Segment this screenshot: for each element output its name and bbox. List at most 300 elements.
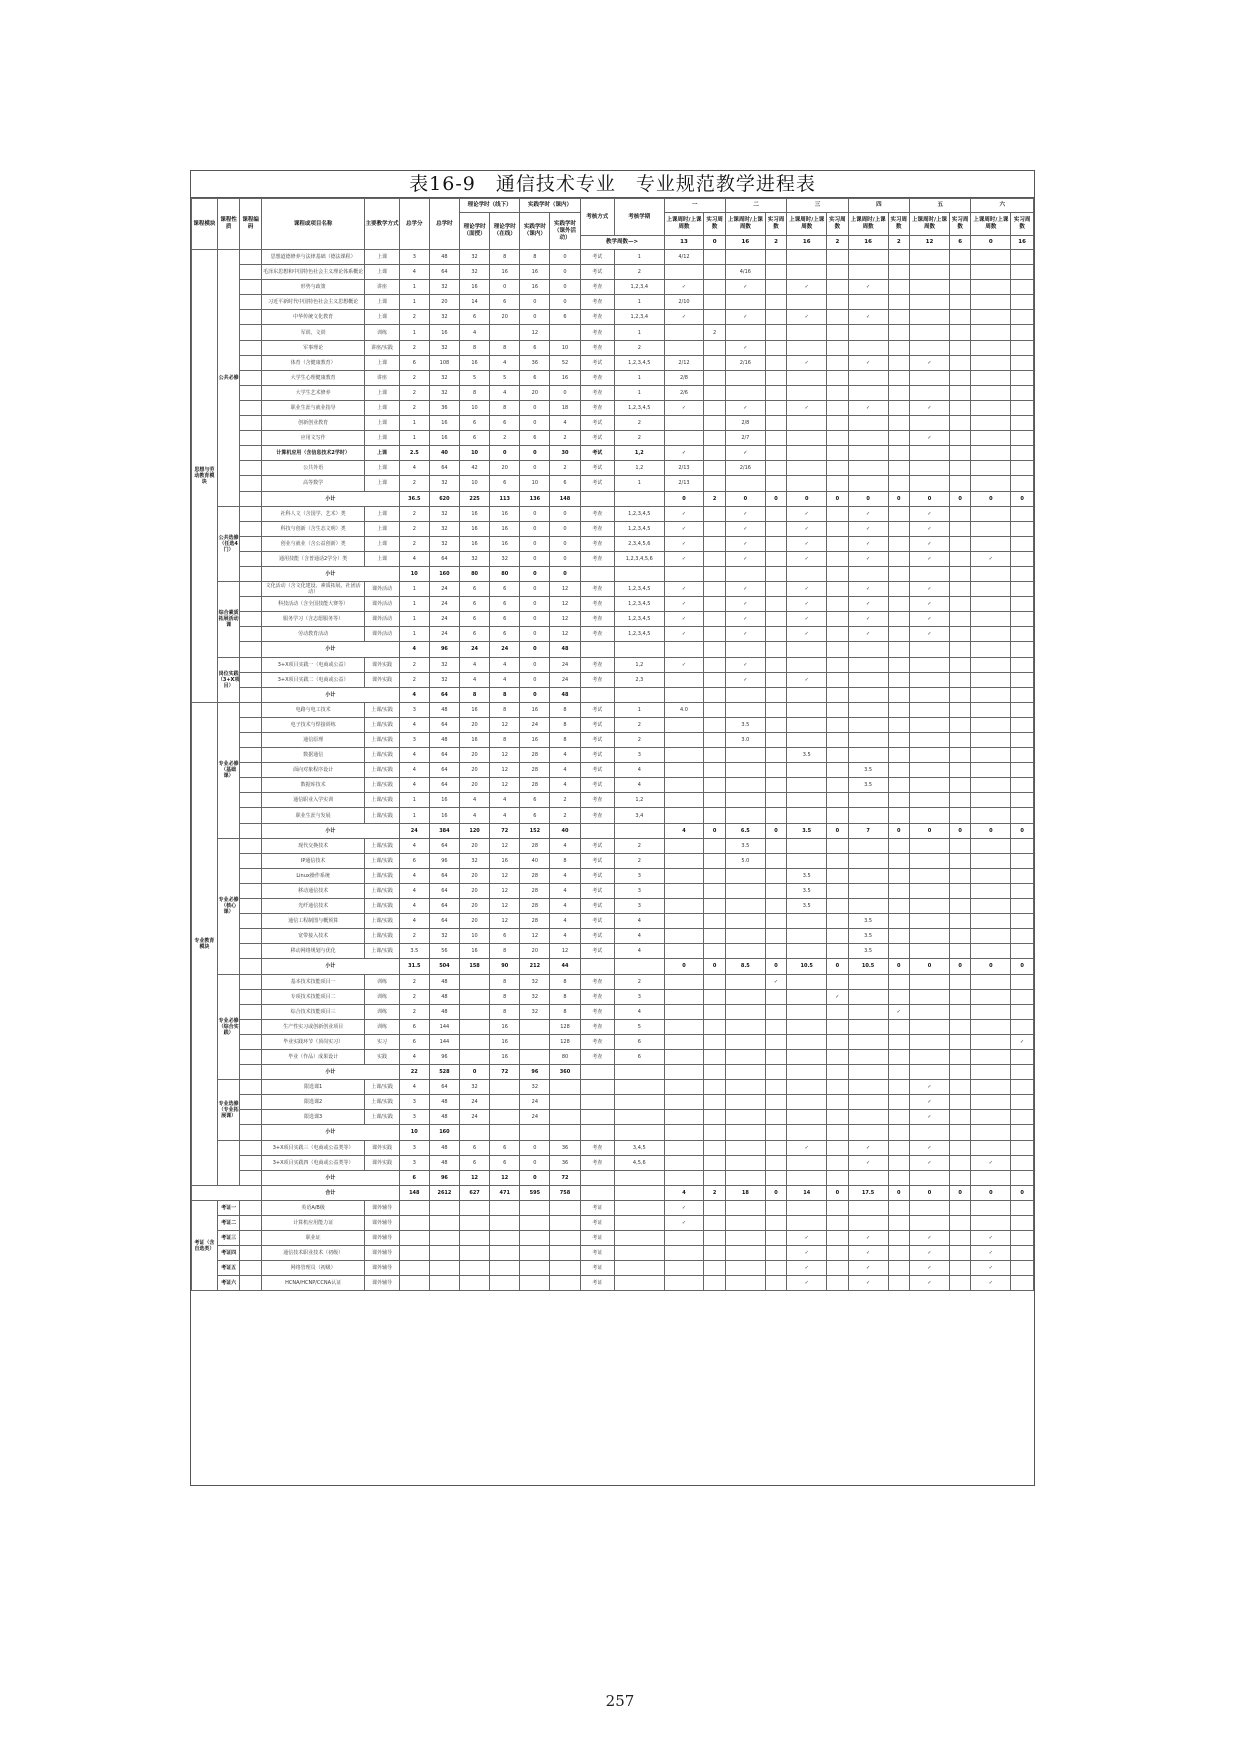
- course-credits: 4: [399, 1080, 429, 1095]
- course-name: IP通信技术: [261, 853, 364, 868]
- semester-cell: [787, 838, 827, 853]
- semester-cell: [704, 672, 726, 687]
- semester-cell: [949, 672, 971, 687]
- course-theory-online: 6: [490, 1155, 520, 1170]
- semester-cell: [664, 763, 704, 778]
- course-practice-in: 12: [520, 929, 550, 944]
- course-exam: [580, 1080, 614, 1095]
- semester-cell: [910, 853, 950, 868]
- semester-cell: [787, 385, 827, 400]
- course-row: [192, 582, 1034, 597]
- subtotal-practice-out: 40: [550, 823, 580, 838]
- semester-cell: 5.0: [725, 853, 765, 868]
- course-theory-online: 4: [490, 385, 520, 400]
- semester-cell: [949, 325, 971, 340]
- empty-cell: [399, 1246, 429, 1261]
- course-theory-offline: 20: [460, 914, 490, 929]
- semester-cell: [1011, 868, 1034, 883]
- semester-cell: [971, 868, 1011, 883]
- semester-cell: [704, 1110, 726, 1125]
- semester-cell: [827, 566, 849, 581]
- course-practice-out: [550, 1095, 580, 1110]
- semester-cell: [1011, 265, 1034, 280]
- course-theory-offline: 20: [460, 763, 490, 778]
- course-code: [240, 250, 262, 265]
- semester-cell: [949, 808, 971, 823]
- semester-cell: [704, 1004, 726, 1019]
- course-term: 3: [615, 899, 665, 914]
- course-code: [240, 929, 262, 944]
- subtotal-row: [192, 491, 1034, 506]
- subtotal-hours: 96: [429, 1170, 459, 1185]
- semester-cell: 0: [971, 959, 1011, 974]
- course-method: 课外实践: [365, 1155, 399, 1170]
- course-credits: 1: [399, 597, 429, 612]
- course-code: [240, 385, 262, 400]
- course-theory-offline: 6: [460, 310, 490, 325]
- semester-cell: [827, 1170, 849, 1185]
- semester-cell: [1011, 793, 1034, 808]
- course-credits: 1: [399, 431, 429, 446]
- semester-cell: ✓: [910, 431, 950, 446]
- subtotal-label: 小计: [261, 1065, 399, 1080]
- course-name: 光纤通信技术: [261, 899, 364, 914]
- course-theory-online: 12: [490, 838, 520, 853]
- semester-cell: [1011, 1261, 1034, 1276]
- semester-cell: [827, 733, 849, 748]
- header-category: 课程性质: [217, 199, 240, 250]
- header-semester-hours: 上课周时/上课周数: [910, 213, 950, 236]
- semester-cell: [971, 1034, 1011, 1049]
- semester-cell: [888, 1140, 910, 1155]
- course-practice-in: 6: [520, 431, 550, 446]
- header-theory-online: 理论学时（在线）: [490, 213, 520, 250]
- course-theory-online: 12: [490, 868, 520, 883]
- subtotal-practice-out: 44: [550, 959, 580, 974]
- semester-cell: [971, 1140, 1011, 1155]
- semester-cell: 0: [910, 491, 950, 506]
- semester-cell: ✓: [787, 355, 827, 370]
- course-theory-offline: 5: [460, 370, 490, 385]
- course-practice-in: 0: [520, 506, 550, 521]
- course-theory-online: 16: [490, 1034, 520, 1049]
- semester-cell: [949, 310, 971, 325]
- course-practice-in: 16: [520, 702, 550, 717]
- subtotal-row: [192, 642, 1034, 657]
- semester-cell: ✓: [664, 1200, 704, 1215]
- semester-cell: ✓: [664, 657, 704, 672]
- cert-method: 课外辅导: [365, 1200, 399, 1215]
- semester-cell: [765, 778, 787, 793]
- course-theory-offline: 8: [460, 385, 490, 400]
- semester-cell: [1011, 672, 1034, 687]
- semester-cell: 0: [949, 959, 971, 974]
- cert-term: [615, 1246, 665, 1261]
- cert-term: [615, 1216, 665, 1231]
- subtotal-theory-offline: 158: [460, 959, 490, 974]
- course-practice-in: 8: [520, 250, 550, 265]
- course-practice-out: 8: [550, 989, 580, 1004]
- subtotal-theory-online: 72: [490, 1065, 520, 1080]
- course-credits: 2.5: [399, 446, 429, 461]
- semester-cell: [910, 310, 950, 325]
- course-practice-in: 24: [520, 717, 550, 732]
- empty-cell: [429, 1216, 459, 1231]
- subtotal-theory-offline: 120: [460, 823, 490, 838]
- semester-cell: [910, 340, 950, 355]
- course-name: 电子技术与焊接训练: [261, 717, 364, 732]
- course-credits: 4: [399, 868, 429, 883]
- course-practice-in: 0: [520, 672, 550, 687]
- course-term: 1: [615, 295, 665, 310]
- semester-cell: [910, 868, 950, 883]
- semester-cell: [787, 1019, 827, 1034]
- course-credits: 4: [399, 899, 429, 914]
- subtotal-exam: [580, 823, 614, 838]
- semester-cell: 4.0: [664, 702, 704, 717]
- course-code: [240, 1034, 262, 1049]
- course-term: 2: [615, 340, 665, 355]
- semester-cell: 4/16: [725, 265, 765, 280]
- course-name: 宽带接入技术: [261, 929, 364, 944]
- course-name: 军事理论: [261, 340, 364, 355]
- semester-cell: 2/8: [664, 370, 704, 385]
- semester-cell: [949, 778, 971, 793]
- course-term: 1: [615, 325, 665, 340]
- semester-cell: [910, 1019, 950, 1034]
- course-method: 课外活动: [365, 627, 399, 642]
- subtotal-theory-offline: 0: [460, 1065, 490, 1080]
- course-theory-online: [490, 325, 520, 340]
- course-term: 4,5,6: [615, 1155, 665, 1170]
- semester-cell: [949, 1125, 971, 1140]
- empty-cell: [429, 1246, 459, 1261]
- semester-cell: [949, 763, 971, 778]
- total-theory-offline: 627: [460, 1185, 490, 1200]
- semester-cell: [949, 1200, 971, 1215]
- semester-cell: [725, 1216, 765, 1231]
- course-practice-out: 4: [550, 914, 580, 929]
- semester-cell: [949, 340, 971, 355]
- course-credits: 4: [399, 838, 429, 853]
- semester-cell: ✓: [787, 627, 827, 642]
- course-theory-offline: 32: [460, 551, 490, 566]
- course-practice-out: 12: [550, 627, 580, 642]
- course-practice-in: 16: [520, 733, 550, 748]
- semester-cell: [971, 1095, 1011, 1110]
- course-hours: 32: [429, 506, 459, 521]
- course-code: [240, 627, 262, 642]
- course-practice-in: 0: [520, 446, 550, 461]
- course-theory-online: 16: [490, 265, 520, 280]
- course-row: [192, 627, 1034, 642]
- semester-cell: [971, 476, 1011, 491]
- course-method: 上课: [365, 295, 399, 310]
- semester-cell: [704, 1125, 726, 1140]
- course-practice-in: 24: [520, 1110, 550, 1125]
- cert-term: [615, 1231, 665, 1246]
- subtotal-exam: [580, 1065, 614, 1080]
- course-method: 上课/实践: [365, 883, 399, 898]
- course-code: [240, 1231, 262, 1246]
- semester-cell: [949, 385, 971, 400]
- course-theory-offline: 32: [460, 265, 490, 280]
- module-label: 专业教育模块: [192, 702, 218, 1185]
- course-hours: 64: [429, 838, 459, 853]
- course-credits: 4: [399, 551, 429, 566]
- semester-cell: [787, 1034, 827, 1049]
- semester-cell: [827, 1155, 849, 1170]
- semester-cell: [949, 657, 971, 672]
- empty-cell: [550, 1200, 580, 1215]
- course-practice-out: 4: [550, 929, 580, 944]
- semester-cell: [888, 416, 910, 431]
- semester-cell: ✓: [787, 536, 827, 551]
- course-method: 上课/实践: [365, 1110, 399, 1125]
- semester-cell: [827, 1110, 849, 1125]
- semester-cell: [848, 642, 888, 657]
- semester-cell: [848, 733, 888, 748]
- semester-cell: ✓: [848, 597, 888, 612]
- semester-cell: [949, 1080, 971, 1095]
- subtotal-exam: [580, 687, 614, 702]
- semester-cell: [949, 627, 971, 642]
- course-code: [240, 793, 262, 808]
- semester-cell: [888, 400, 910, 415]
- semester-cell: [949, 1246, 971, 1261]
- semester-cell: ✓: [725, 612, 765, 627]
- semester-cell: [848, 899, 888, 914]
- course-hours: 48: [429, 989, 459, 1004]
- course-theory-online: 12: [490, 899, 520, 914]
- cert-method: 课外辅导: [365, 1231, 399, 1246]
- semester-cell: ✓: [664, 400, 704, 415]
- semester-cell: ✓: [725, 657, 765, 672]
- course-exam: 考查: [580, 385, 614, 400]
- cert-row: [192, 1261, 1034, 1276]
- semester-cell: ✓: [848, 506, 888, 521]
- cert-exam: 考证: [580, 1231, 614, 1246]
- course-method: 上课/实践: [365, 944, 399, 959]
- semester-cell: [827, 1080, 849, 1095]
- semester-cell: [704, 1155, 726, 1170]
- course-practice-out: 12: [550, 582, 580, 597]
- semester-cell: [664, 1095, 704, 1110]
- course-practice-in: 0: [520, 295, 550, 310]
- course-row: [192, 536, 1034, 551]
- course-practice-in: 28: [520, 763, 550, 778]
- header-weeks-label: 教学周数—>: [580, 236, 664, 250]
- course-term: 2: [615, 431, 665, 446]
- course-name: 大学生心理健康教育: [261, 370, 364, 385]
- course-theory-online: 6: [490, 627, 520, 642]
- course-name: 通信职业入学实训: [261, 793, 364, 808]
- semester-cell: [949, 612, 971, 627]
- course-practice-in: 0: [520, 461, 550, 476]
- subtotal-practice-in: 0: [520, 687, 550, 702]
- subtotal-credits: 4: [399, 642, 429, 657]
- semester-cell: [765, 265, 787, 280]
- semester-cell: [787, 763, 827, 778]
- semester-cell: [888, 702, 910, 717]
- semester-cell: [827, 763, 849, 778]
- course-theory-offline: 32: [460, 1080, 490, 1095]
- semester-cell: [827, 642, 849, 657]
- course-name: 习近平新时代中国特色社会主义思想概论: [261, 295, 364, 310]
- header-semester-weeks: 实习周数: [765, 213, 787, 236]
- semester-cell: [1011, 642, 1034, 657]
- semester-cell: [888, 1155, 910, 1170]
- course-name: 创业与就业（含公益创新）类: [261, 536, 364, 551]
- semester-cell: 10.5: [787, 959, 827, 974]
- course-theory-online: 16: [490, 536, 520, 551]
- subtotal-label: 小计: [261, 959, 399, 974]
- course-exam: 考查: [580, 974, 614, 989]
- empty-cell: [520, 1276, 550, 1291]
- semester-cell: [888, 1125, 910, 1140]
- semester-cell: [971, 370, 1011, 385]
- semester-cell: ✓: [910, 1080, 950, 1095]
- semester-cell: [827, 416, 849, 431]
- empty-cell: [460, 1246, 490, 1261]
- course-hours: 32: [429, 672, 459, 687]
- semester-cell: 0: [664, 959, 704, 974]
- course-practice-in: 24: [520, 1095, 550, 1110]
- course-method: 上课: [365, 310, 399, 325]
- subtotal-label: 小计: [261, 642, 399, 657]
- semester-cell: ✓: [848, 536, 888, 551]
- semester-cell: [971, 1080, 1011, 1095]
- semester-cell: ✓: [848, 551, 888, 566]
- course-row: [192, 1080, 1034, 1095]
- semester-cell: [910, 325, 950, 340]
- semester-cell: [910, 687, 950, 702]
- course-name: 思想道德修养与法律基础（德法课程）: [261, 250, 364, 265]
- course-row: [192, 733, 1034, 748]
- course-row: [192, 416, 1034, 431]
- course-practice-in: 0: [520, 400, 550, 415]
- semester-cell: [827, 461, 849, 476]
- semester-cell: [888, 250, 910, 265]
- semester-cell: 2/13: [664, 461, 704, 476]
- course-term: 1,2,3,4,5: [615, 597, 665, 612]
- semester-cell: [704, 838, 726, 853]
- semester-cell: [910, 461, 950, 476]
- semester-cell: [1011, 295, 1034, 310]
- semester-cell: [971, 355, 1011, 370]
- course-row: [192, 521, 1034, 536]
- semester-cell: [725, 1049, 765, 1064]
- subtotal-credits: 31.5: [399, 959, 429, 974]
- subtotal-label: 小计: [261, 491, 399, 506]
- semester-cell: [765, 385, 787, 400]
- course-exam: 考试: [580, 778, 614, 793]
- course-exam: 考查: [580, 280, 614, 295]
- course-code: [240, 1004, 262, 1019]
- course-code: [240, 899, 262, 914]
- semester-cell: [765, 506, 787, 521]
- cert-row: [192, 1246, 1034, 1261]
- course-term: 1: [615, 702, 665, 717]
- semester-cell: [949, 1276, 971, 1291]
- semester-cell: [725, 1034, 765, 1049]
- semester-cell: [704, 1170, 726, 1185]
- semester-cell: ✓: [971, 1155, 1011, 1170]
- course-theory-online: 4: [490, 808, 520, 823]
- semester-cell: [704, 506, 726, 521]
- semester-cell: [704, 944, 726, 959]
- semester-cell: [787, 717, 827, 732]
- course-row: [192, 868, 1034, 883]
- semester-cell: [848, 853, 888, 868]
- semester-cell: [910, 748, 950, 763]
- subtotal-practice-in: 0: [520, 1170, 550, 1185]
- course-exam: 考查: [580, 597, 614, 612]
- course-row: [192, 883, 1034, 898]
- semester-cell: [949, 1216, 971, 1231]
- cert-name: 通信技术职业技术（初级）: [261, 1246, 364, 1261]
- semester-cell: [910, 265, 950, 280]
- course-credits: 3: [399, 1155, 429, 1170]
- semester-cell: ✓: [787, 1276, 827, 1291]
- category-label: 公共选修（任选4门）: [217, 506, 240, 581]
- semester-cell: [949, 853, 971, 868]
- semester-cell: [971, 853, 1011, 868]
- course-method: 上课: [365, 476, 399, 491]
- course-theory-online: 2: [490, 431, 520, 446]
- semester-cell: [848, 1125, 888, 1140]
- semester-cell: [949, 944, 971, 959]
- empty-cell: [429, 1231, 459, 1246]
- semester-cell: [848, 1049, 888, 1064]
- semester-cell: [664, 944, 704, 959]
- semester-cell: [1011, 657, 1034, 672]
- course-term: 1: [615, 385, 665, 400]
- semester-cell: [725, 1170, 765, 1185]
- semester-cell: [787, 1155, 827, 1170]
- course-exam: [580, 1110, 614, 1125]
- semester-cell: [949, 974, 971, 989]
- semester-cell: [888, 929, 910, 944]
- curriculum-table: [191, 198, 1034, 1291]
- course-credits: 3: [399, 1140, 429, 1155]
- semester-cell: 18: [725, 1185, 765, 1200]
- semester-cell: [910, 416, 950, 431]
- semester-cell: [725, 385, 765, 400]
- semester-cell: [704, 582, 726, 597]
- semester-cell: [910, 280, 950, 295]
- course-credits: 3: [399, 250, 429, 265]
- course-name: 服务学习（含志愿服务等）: [261, 612, 364, 627]
- semester-cell: [827, 385, 849, 400]
- course-theory-online: 8: [490, 702, 520, 717]
- cert-exam: 考证: [580, 1276, 614, 1291]
- empty-cell: [399, 1231, 429, 1246]
- course-exam: 考试: [580, 853, 614, 868]
- course-hours: 64: [429, 551, 459, 566]
- semester-cell: [910, 914, 950, 929]
- course-term: 4: [615, 778, 665, 793]
- semester-cell: [765, 748, 787, 763]
- course-exam: 考查: [580, 521, 614, 536]
- semester-cell: [827, 1261, 849, 1276]
- course-method: 训练: [365, 1019, 399, 1034]
- course-method: 训练: [365, 989, 399, 1004]
- semester-cell: [704, 929, 726, 944]
- course-theory-offline: 4: [460, 672, 490, 687]
- course-row: [192, 400, 1034, 415]
- semester-cell: [827, 340, 849, 355]
